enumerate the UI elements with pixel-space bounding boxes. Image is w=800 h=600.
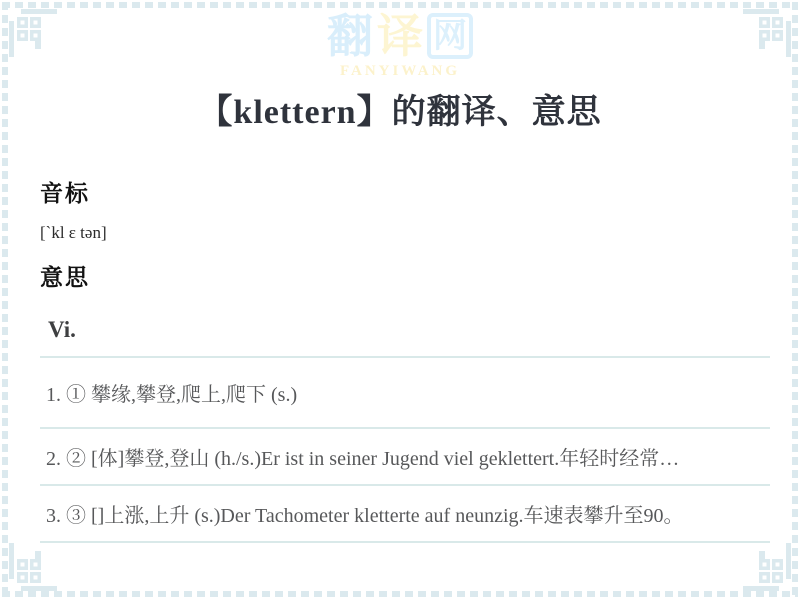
meaning-heading: 意思 — [40, 265, 90, 290]
phonetic-value: [`kl ε tən] — [40, 223, 107, 242]
watermark-char: 译 — [377, 9, 423, 63]
fretwork-corner-icon — [5, 543, 57, 595]
definition-row[interactable]: 3. ③ []上涨,上升 (s.)Der Tachometer kletterte auf neunzig.车速表攀升至90。 — [40, 484, 770, 543]
definition-row[interactable]: 2. ② [体]攀登,登山 (h./s.)Er ist in seiner Jugend viel geklettert.年轻时经常… — [40, 427, 770, 484]
dictionary-content — [40, 175, 770, 543]
watermark-caption: FANYIWANG — [339, 63, 461, 79]
page-title: 【klettern】的翻译、意思 — [198, 94, 602, 131]
part-of-speech-label: Vi. — [48, 317, 76, 342]
watermark-char: 翻 — [327, 9, 373, 63]
definition-list — [40, 356, 770, 543]
phonetic-heading: 音标 — [40, 181, 90, 206]
watermark-char: 网 — [427, 13, 473, 59]
frame-border-bottom — [2, 591, 798, 597]
fretwork-corner-icon — [743, 543, 795, 595]
definition-row[interactable]: 1. ① 攀缘,攀登,爬上,爬下 (s.) — [40, 356, 770, 427]
